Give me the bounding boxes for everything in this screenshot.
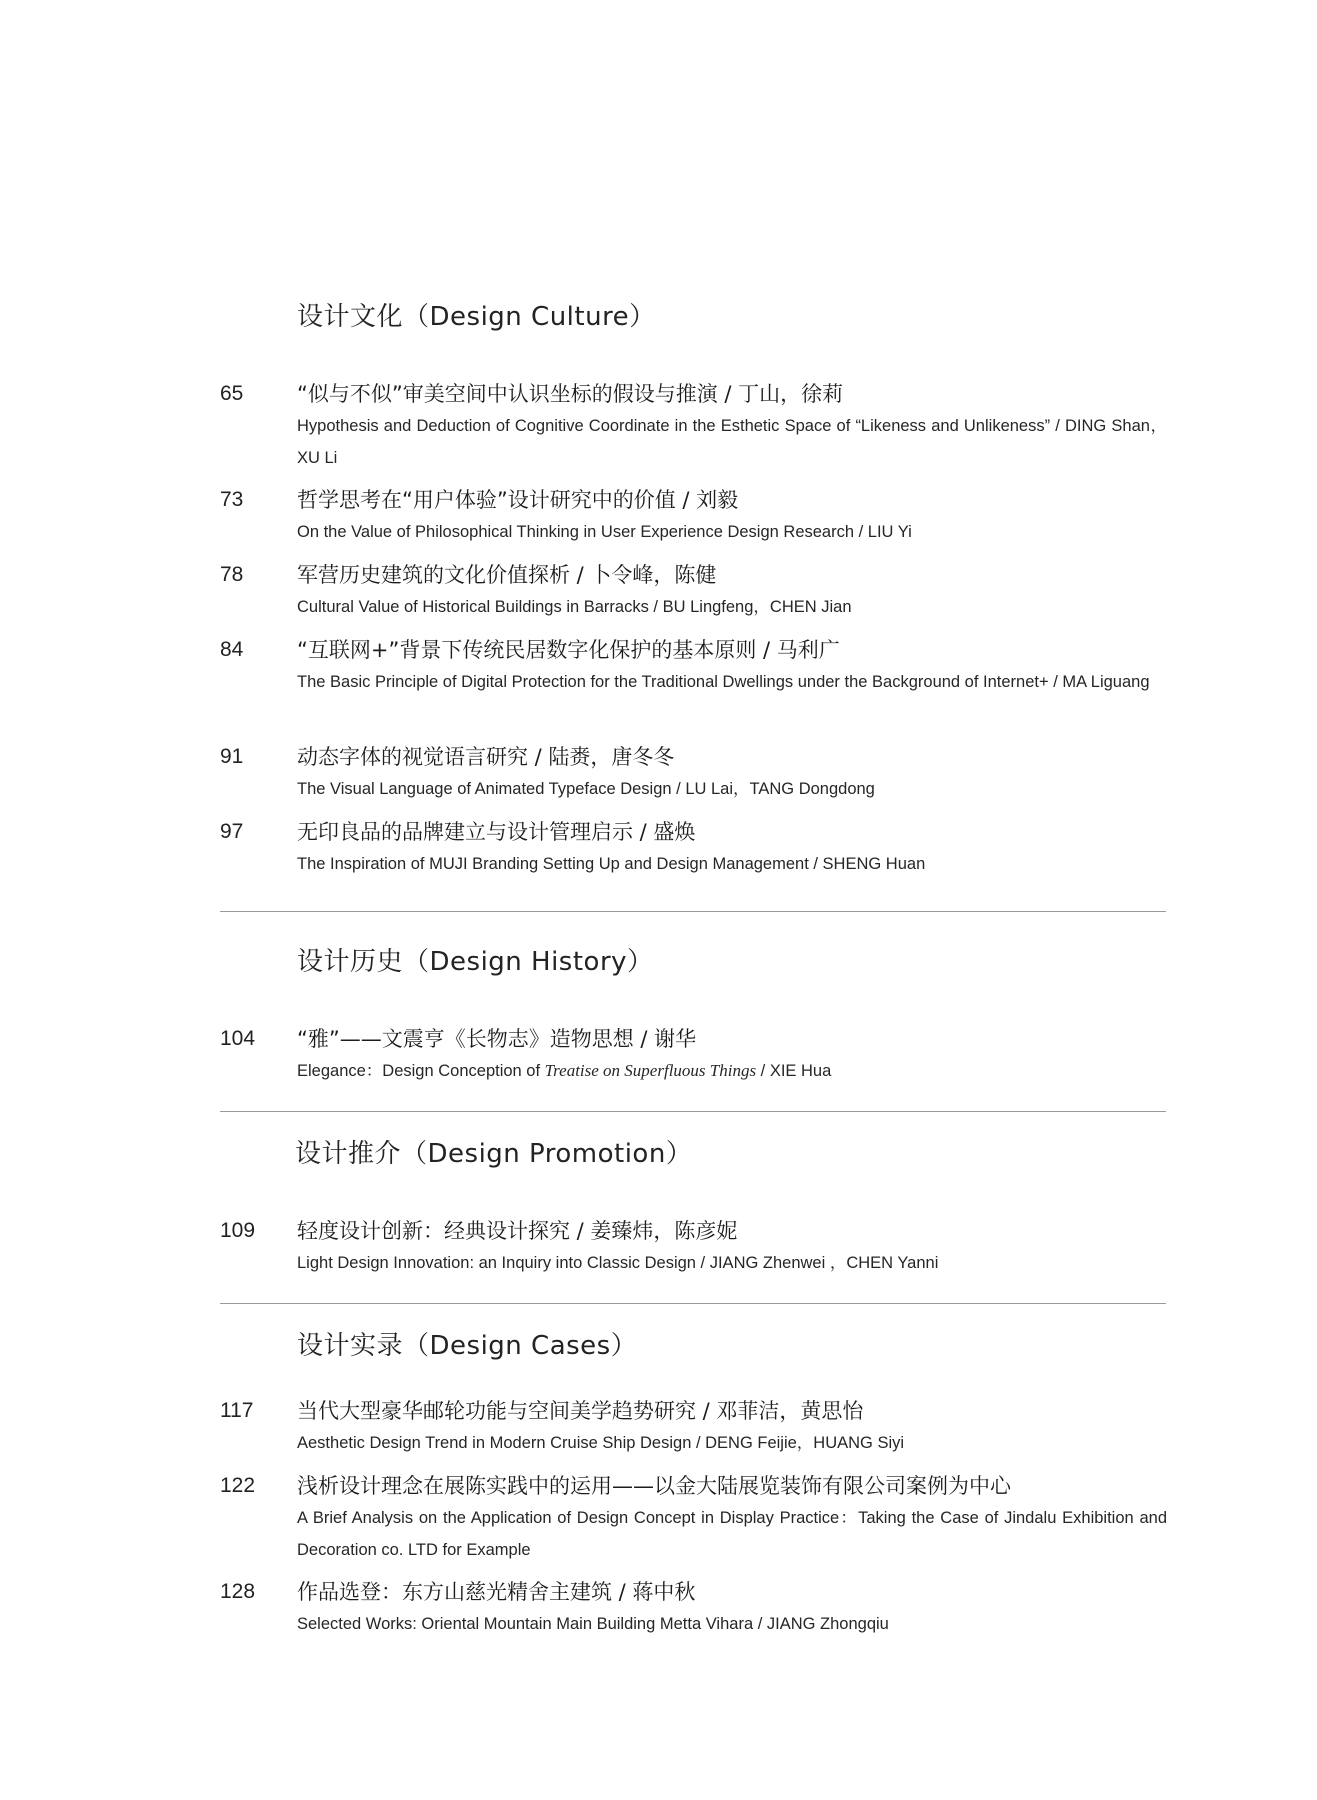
chinese-title: “互联网+”背景下传统民居数字化保护的基本原则 / 马利广 — [297, 638, 840, 662]
page-number: 97 — [220, 820, 244, 843]
section-title: 设计历史（Design History） — [297, 947, 654, 977]
english-title: Selected Works: Oriental Mountain Main Building Metta Vihara / JIANG Zhongqiu — [297, 1615, 889, 1633]
section-divider — [220, 911, 1166, 912]
chinese-title: 无印良品的品牌建立与设计管理启示 / 盛焕 — [297, 820, 696, 844]
english-title: On the Value of Philosophical Thinking in User Experience Design Research / LIU Yi — [297, 523, 912, 541]
page-number: 117 — [220, 1399, 254, 1422]
english-title: The Visual Language of Animated Typeface Design / LU Lai，TANG Dongdong — [297, 780, 875, 798]
chinese-title: 作品选登：东方山慈光精舍主建筑 / 蒋中秋 — [297, 1580, 696, 1604]
page-number: 109 — [220, 1219, 256, 1242]
chinese-title: 哲学思考在“用户体验”设计研究中的价值 / 刘毅 — [297, 488, 739, 512]
english-title: The Basic Principle of Digital Protection for the Traditional Dwellings under the Background of Internet+ / MA Liguang — [297, 673, 1150, 691]
page-number: 104 — [220, 1027, 256, 1050]
chinese-title: 轻度设计创新：经典设计探究 / 姜臻炜，陈彦妮 — [297, 1219, 738, 1243]
english-title — [297, 1055, 1167, 1087]
section-title: 设计实录（Design Cases） — [297, 1331, 638, 1361]
chinese-title: “似与不似”审美空间中认识坐标的假设与推演 / 丁山，徐莉 — [297, 382, 844, 406]
page-number: 122 — [220, 1474, 256, 1497]
page-number: 65 — [220, 382, 244, 405]
english-title: The Inspiration of MUJI Branding Setting Up and Design Management / SHENG Huan — [297, 855, 926, 873]
section-title: 设计文化（Design Culture） — [297, 302, 656, 332]
chinese-title: “雅”——文震亨《长物志》造物思想 / 谢华 — [297, 1027, 697, 1051]
page-number: 84 — [220, 638, 244, 661]
page-number: 78 — [220, 563, 244, 586]
page-number: 91 — [220, 745, 244, 768]
section-title: 设计推介（Design Promotion） — [295, 1139, 693, 1169]
english-title: Hypothesis and Deduction of Cognitive Coordinate in the Esthetic Space of “Likeness and Unlikeness” / DING Shan，XU Li — [297, 417, 1167, 467]
english-title: Light Design Innovation: an Inquiry into Classic Design / JIANG Zhenwei ，CHEN Yanni — [297, 1254, 939, 1272]
chinese-title: 军营历史建筑的文化价值探析 / 卜令峰，陈健 — [297, 563, 717, 587]
english-title-prefix: Elegance：Design Conception of — [297, 1062, 545, 1080]
page-number: 128 — [220, 1580, 256, 1603]
english-title: A Brief Analysis on the Application of Design Concept in Display Practice：Taking the Case of Jindalu Exhibition and Decoration co. LTD for Example — [297, 1509, 1167, 1559]
english-title-italic: Treatise on Superfluous Things — [544, 1061, 757, 1080]
chinese-title: 动态字体的视觉语言研究 / 陆赉，唐冬冬 — [297, 745, 675, 769]
chinese-title: 当代大型豪华邮轮功能与空间美学趋势研究 / 邓菲洁，黄思怡 — [297, 1399, 864, 1423]
english-title-suffix: / XIE Hua — [756, 1062, 832, 1080]
english-title: Aesthetic Design Trend in Modern Cruise Ship Design / DENG Feijie，HUANG Siyi — [297, 1434, 905, 1452]
page-number: 73 — [220, 488, 244, 511]
section-divider — [220, 1111, 1166, 1112]
english-title: Cultural Value of Historical Buildings in Barracks / BU Lingfeng，CHEN Jian — [297, 598, 852, 616]
chinese-title: 浅析设计理念在展陈实践中的运用——以金大陆展览装饰有限公司案例为中心 — [297, 1474, 1011, 1498]
section-divider — [220, 1303, 1166, 1304]
